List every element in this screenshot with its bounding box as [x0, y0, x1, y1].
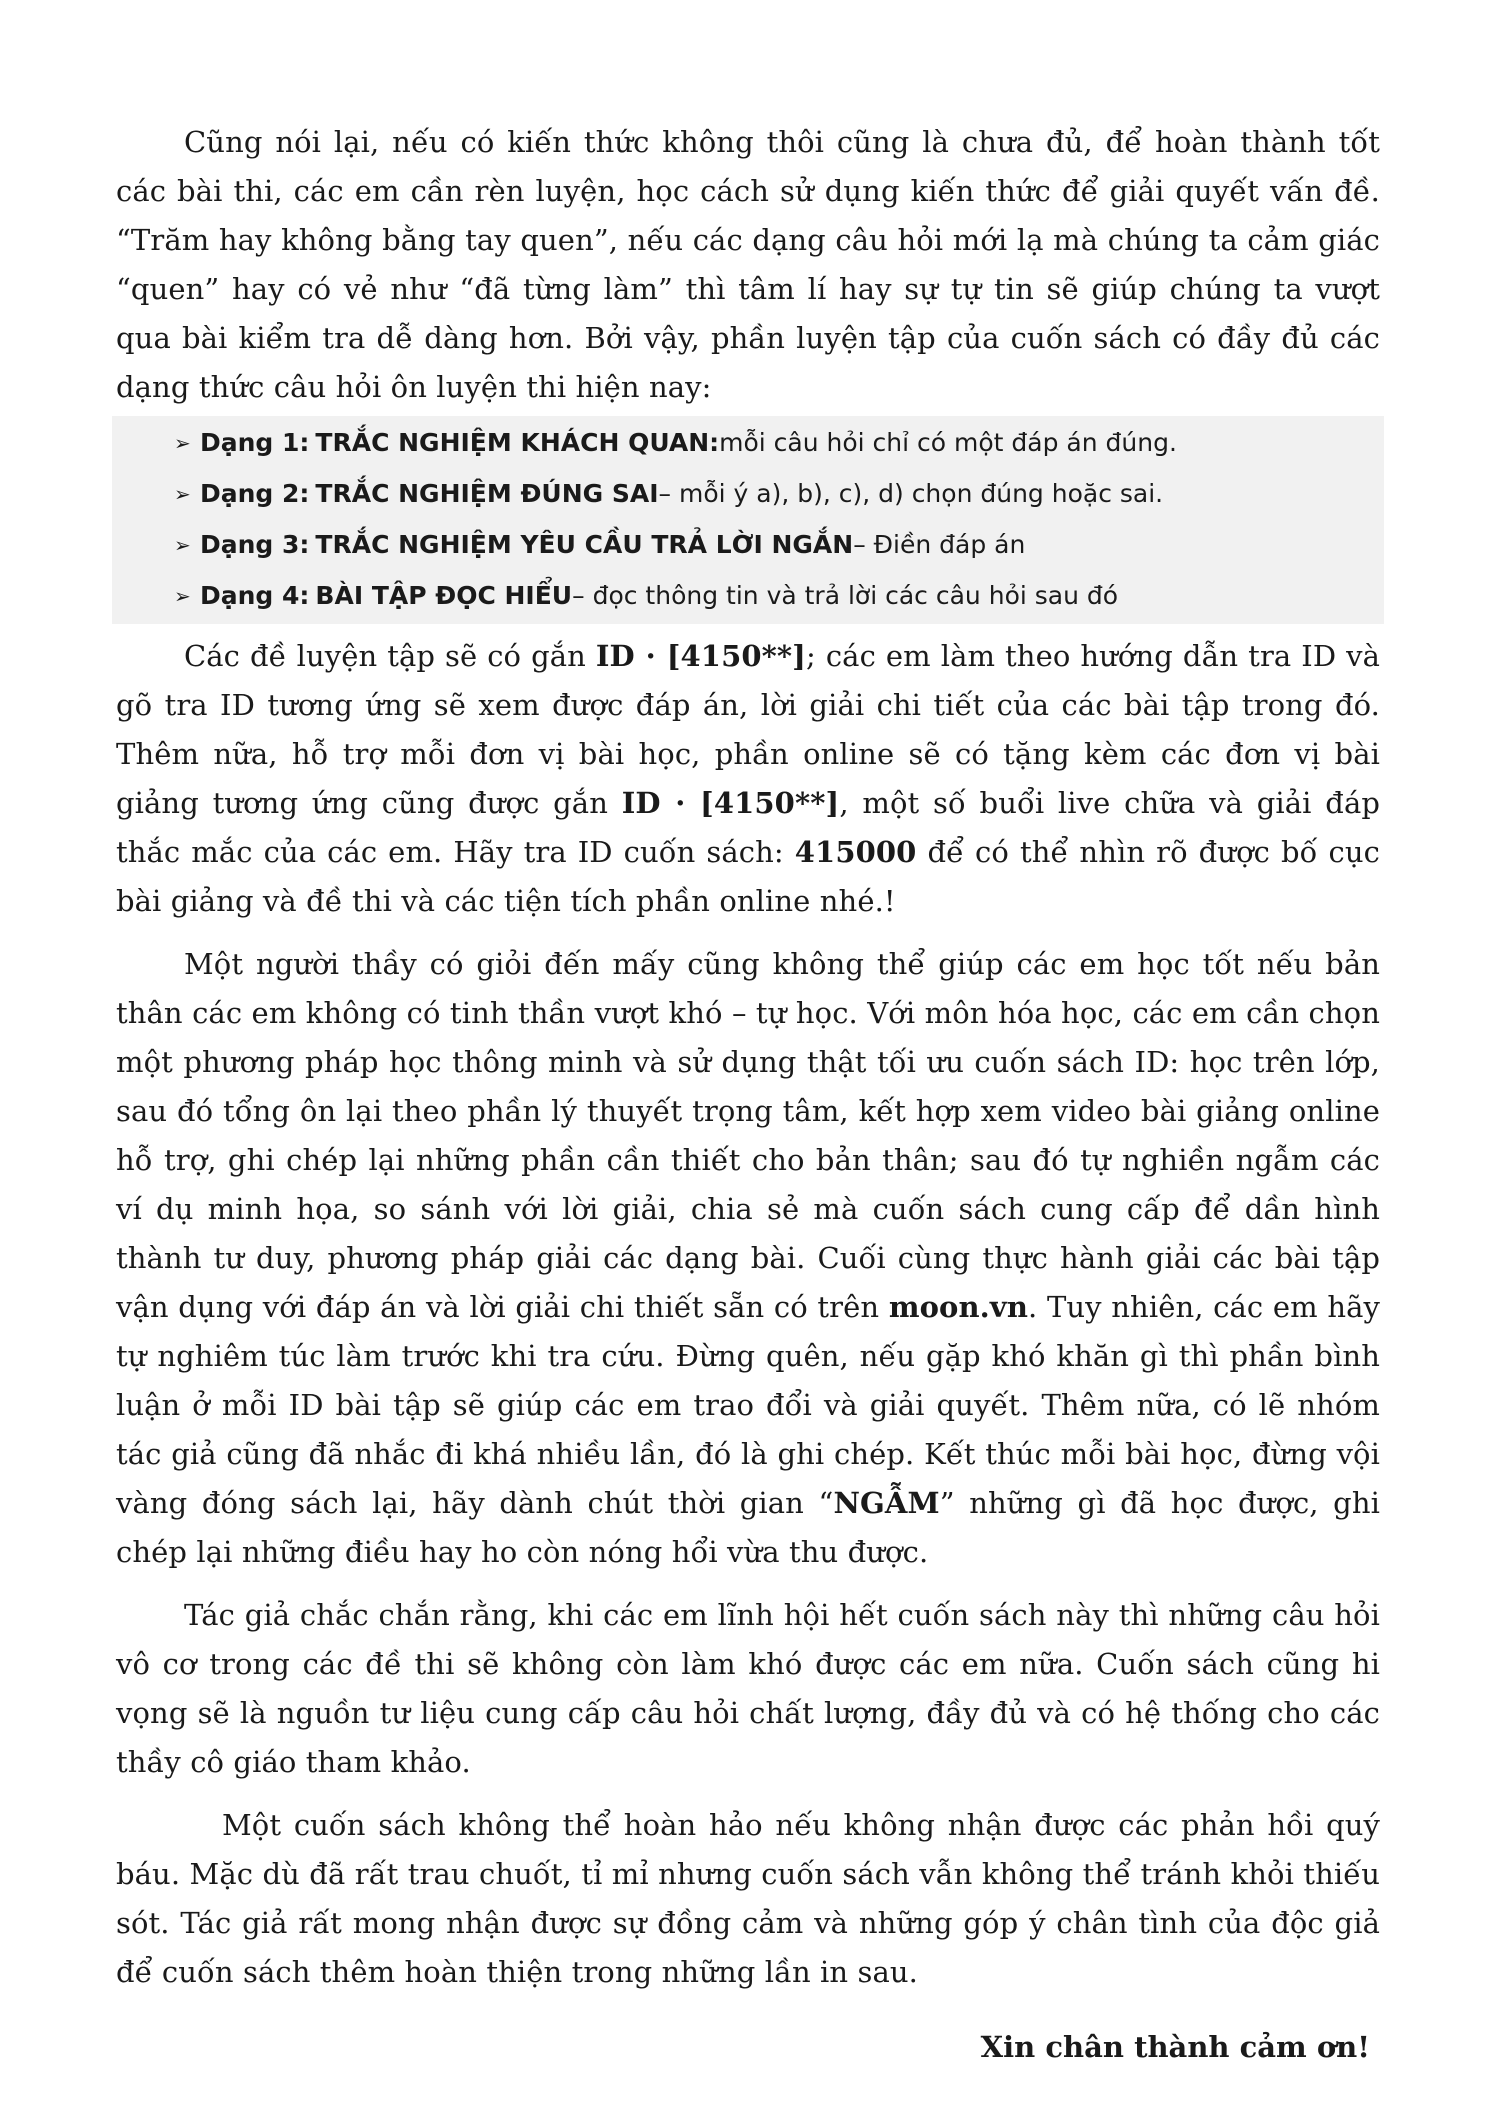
type-tag: TRẮC NGHIỆM ĐÚNG SAI: [315, 479, 659, 508]
arrow-bullet-icon: ➢: [174, 482, 191, 506]
type-description: mỗi câu hỏi chỉ có một đáp án đúng.: [719, 428, 1177, 457]
text-run: Một người thầy có giỏi đến mấy cũng không thể giúp các em học tốt nếu bản thân các em không có tinh thần vượt khó – tự học. Với môn hóa học, các em cần chọn một phương pháp học thông minh và sử dụng thật tối ưu cuốn sách ID: học trên lớp, sau đó tổng ôn lại theo phần lý thuyết trọng tâm, kết hợp xem video bài giảng online hỗ trợ, ghi chép lại những phần cần thiết cho bản thân; sau đó tự nghiền ngẫm các ví dụ minh họa, so sánh với lời giải, chia sẻ mà cuốn sách cung cấp để dần hình thành tư duy, phương pháp giải các dạng bài. Cuối cùng thực hành giải các bài tập vận dụng với đáp án và lời giải chi thiết sẵn có trên: [116, 947, 1380, 1324]
id-code: ID · [4150**]: [621, 786, 840, 820]
arrow-bullet-icon: ➢: [174, 584, 191, 608]
practice-id-paragraph: [116, 632, 1380, 926]
text-run: ” những gì đã học được, ghi chép lại những điều hay ho còn nóng hổi vừa thu được.: [116, 1486, 1380, 1569]
type-name: Dạng 2:: [200, 479, 310, 508]
type-tag: TRẮC NGHIỆM KHÁCH QUAN:: [315, 428, 720, 457]
book-id: 415000: [794, 835, 917, 869]
text-run: Các đề luyện tập sẽ có gắn: [184, 639, 596, 673]
text-run: . Tuy nhiên, các em hãy tự nghiêm túc làm trước khi tra cứu. Đừng quên, nếu gặp khó khăn gì thì phần bình luận ở mỗi ID bài tập sẽ giúp các em trao đổi và giải quyết. Thêm nữa, có lẽ nhóm tác giả cũng đã nhắc đi khá nhiều lần, đó là ghi chép. Kết thúc mỗi bài học, đừng vội vàng đóng sách lại, hãy dành chút thời gian “: [116, 1290, 1381, 1520]
arrow-bullet-icon: ➢: [174, 533, 191, 557]
website-name: moon.vn: [888, 1290, 1028, 1324]
arrow-bullet-icon: ➢: [174, 431, 191, 455]
emphasis-word: NGẪM: [833, 1486, 940, 1520]
study-method-paragraph: [116, 940, 1380, 1577]
type-description: – Điền đáp án: [853, 530, 1026, 559]
question-types-list: [112, 416, 1384, 624]
type-name: Dạng 1:: [200, 428, 310, 457]
id-code: ID · [4150**]: [595, 639, 806, 673]
question-type-1: [174, 418, 1384, 469]
type-name: Dạng 4:: [200, 581, 310, 610]
type-tag: TRẮC NGHIỆM YÊU CẦU TRẢ LỜI NGẮN: [315, 530, 854, 559]
type-description: – mỗi ý a), b), c), d) chọn đúng hoặc sai.: [658, 479, 1164, 508]
author-confidence-paragraph: Tác giả chắc chắn rằng, khi các em lĩnh hội hết cuốn sách này thì những câu hỏi vô cơ trong các đề thi sẽ không còn làm khó được các em nữa. Cuốn sách cũng hi vọng sẽ là nguồn tư liệu cung cấp câu hỏi chất lượng, đầy đủ và có hệ thống cho các thầy cô giáo tham khảo.: [116, 1598, 1380, 1779]
intro-paragraph: Cũng nói lại, nếu có kiến thức không thôi cũng là chưa đủ, để hoàn thành tốt các bài thi, các em cần rèn luyện, học cách sử dụng kiến thức để giải quyết vấn đề. “Trăm hay không bằng tay quen”, nếu các dạng câu hỏi mới lạ mà chúng ta cảm giác “quen” hay có vẻ như “đã từng làm” thì tâm lí hay sự tự tin sẽ giúp chúng ta vượt qua bài kiểm tra dễ dàng hơn. Bởi vậy, phần luyện tập của cuốn sách có đầy đủ các dạng thức câu hỏi ôn luyện thi hiện nay:: [116, 125, 1380, 404]
text-run: ; các em làm theo hướng dẫn tra ID và gõ tra ID tương ứng sẽ xem được đáp án, lời giải chi tiết của các bài tập trong đó. Thêm nữa, hỗ trợ mỗi đơn vị bài học, phần online sẽ có tặng kèm các đơn vị bài giảng tương ứng cũng được gắn: [116, 639, 1381, 820]
question-type-4: [174, 571, 1384, 622]
type-tag: BÀI TẬP ĐỌC HIỂU: [315, 581, 573, 610]
question-type-2: [174, 469, 1384, 520]
question-type-3: [174, 520, 1384, 571]
type-name: Dạng 3:: [200, 530, 310, 559]
text-run: , một số buổi live chữa và giải đáp thắc mắc của các em. Hãy tra ID cuốn sách:: [116, 786, 1380, 869]
text-run: để có thể nhìn rõ được bố cục bài giảng và đề thi và các tiện tích phần online nhé.!: [116, 835, 1380, 918]
closing-thanks: Xin chân thành cảm ơn!: [980, 2030, 1370, 2064]
feedback-paragraph: Một cuốn sách không thể hoàn hảo nếu không nhận được các phản hồi quý báu. Mặc dù đã rất trau chuốt, tỉ mỉ nhưng cuốn sách vẫn không thể tránh khỏi thiếu sót. Tác giả rất mong nhận được sự đồng cảm và những góp ý chân tình của độc giả để cuốn sách thêm hoàn thiện trong những lần in sau.: [116, 1808, 1380, 1989]
type-description: – đọc thông tin và trả lời các câu hỏi sau đó: [572, 581, 1119, 610]
